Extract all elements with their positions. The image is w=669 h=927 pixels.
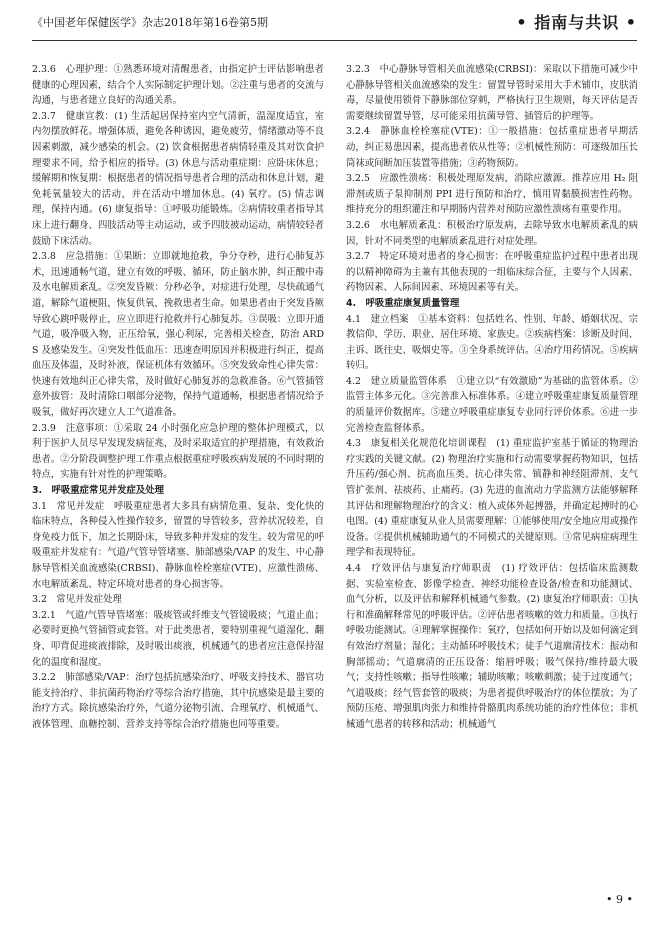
section-label: • 指南与共识 • — [516, 13, 637, 32]
paragraph: 4.3 康复相关化规范化培训课程 (1) 重症监护室基于循证的物理治疗实践的关键文献。(2) 物理治疗实施和行动需要掌握药物知识，包括升压药/强心剂、抗高血压类、抗心律失常、镇静和神经阻滞剂、支气管扩张剂、祛痰药、止痛药。(3) 先进的血流动力学监测方法能够解释其评估和理解物理治疗的含义：植入或体外起搏器，并确定起搏时的心电图。(4) 重症康复从业人员需要理解：①能够使用/安全地应用或操作设备。②提供机械辅助通气的不同模式的关键原则。③常见病症病理生理学和表现特征。 — [346, 438, 638, 559]
right-column — [346, 62, 638, 733]
paragraph: 3.2.5 应激性溃疡：积极处理原发病，消除应激源。推荐应用 H₂ 阻滞剂或质子泵抑制剂 PPI 进行预防和治疗，慎用胃黏膜损害性药物。维持充分的组织灌注和早期肠内营养对预防应激性溃疡有重要作用。 — [346, 173, 638, 216]
header-rule — [32, 40, 637, 41]
paragraph: 3.2.4 静脉血栓栓塞症(VTE)：①一般措施：包括重症患者早期活动，纠正易患因素，提高患者依从性等；②机械性预防：可逐级加压长筒袜或间断加压装置等措施；③药物预防。 — [346, 126, 638, 169]
journal-title: 《中国老年保健医学》杂志2018年第16卷第5期 — [32, 16, 268, 29]
paragraph: 3.2.7 特定环境对患者的身心损害：在呼吸重症监护过程中患者出现的以精神障碍为主兼有其他表现的一组临床综合征，主要与个人因素、药物因素、人际间因素、环境因素等有关。 — [346, 251, 638, 294]
section-heading: 3. 呼吸重症常见并发症及处理 — [32, 485, 164, 497]
paragraph: 4.2 建立质量监管体系 ①建立以“有效激励”为基础的监管体系。②监管主体多元化。③完善准入标准体系。④建立呼吸重症康复质量管理的质量评价数据库。⑤建立呼吸重症康复专业同行评价体系。⑥进一步完善检查监督体系。 — [346, 375, 638, 434]
paragraph: 3.1 常见并发症 呼吸重症患者大多具有病情危重、复杂、变化快的临床特点，各种侵入性操作较多，留置的导管较多，营养状况较差，自身免疫力低下，加之长期卧床，导致多种并发症的发生。较为常见的呼吸重症并发症有：气道/气管导管堵塞、肺部感染/VAP 的发生、中心静脉导管相关血流感染(CRBSI)、静脉血栓栓塞症(VTE)、应激性溃疡、水电解质紊乱、特定环境对患者的身心损害等。 — [32, 500, 324, 590]
subsection-heading: 3.2 常见并发症处理 — [32, 594, 122, 606]
paragraph: 4.4 疗效评估与康复治疗师职责 (1) 疗效评估：包括临床监测数据、实验室检查、影像学检查、神经功能检查设备/检查和功能测试、血气分析，以及评估和解释机械通气参数。(2) 康复治疗师职责：①执行和准确解释常见的呼吸评估。②评估患者咳嗽的效力和质量。③执行呼吸功能测试。④理解掌握操作：氧疗，包括如何开始以及如何滴定到有效治疗剂量；湿化；主动循环呼吸技术；徒手气道廓清技术：振动和胸部摇动；气道廓清的正压设备：缩唇呼吸；吸气保持/维持最大吸气；支持性咳嗽；指导性咳嗽；辅助咳嗽；咳嗽刺激；徒于过度通气；气道吸痰；经气管套管的吸痰；为患者提供呼吸治疗的体位摆放；为了预防压疮、增强肌肉张力和维持骨骼肌肉系统功能的治疗性体位；非机械通气患者的转移和活动；机械通气 — [346, 563, 638, 730]
paragraph: 3.2.6 水电解质紊乱：积极治疗原发病，去除导致水电解质紊乱的病因，针对不同类型的电解质紊乱进行对症处理。 — [346, 219, 638, 247]
section-heading: 4. 呼吸重症康复质量管理 — [346, 297, 460, 309]
left-column — [32, 62, 324, 733]
page-number: • 9 • — [606, 893, 633, 906]
paragraph: 2.3.8 应急措施：①果断：立即就地抢救，争分夺秒，进行心肺复苏术，迅速通畅气道，建立有效的呼吸、循环，防止脑水肿，纠正酸中毒及水电解质紊乱。②突发昏厥：分秒必争，对症进行处理，尽快疏通气道，解除气道梗阻，恢复供氧，挽救患者生命。如果患者由于突发昏厥导致心跳呼吸停止，应立即进行抢救并行心肺复苏。③误吸：立即开通气道，吸净吸入物，正压给氧，强心利尿，完善相关检查，防治 ARDS 及感染发生。④突发性低血压：迅速查明原因并积极进行纠正，提高血压及体温，及时补液，保证机体有效循环。⑤突发致命性心律失常：快速有效地纠正心律失常，及时做好心肺复苏的急救准备。⑥气管插管意外拔管：及时清除口咽部分泌物，保持气道通畅，根据患者情况给予吸氧，做好再次建立人工气道准备。 — [32, 251, 324, 419]
page-header — [32, 10, 637, 36]
paragraph: 4.1 建立档案 ①基本资料：包括姓名、性别、年龄、婚姻状况、宗教信仰、学历、职业、居住环境、家族史。②疾病档案：诊断及时间、主诉、既往史、吸烟史等。③全身系统评估。④治疗用药情况。⑤疾病转归。 — [346, 313, 638, 372]
paragraph: 3.2.1 气道/气管导管堵塞：吸痰管或纤维支气管镜吸痰；气道止血；必要时更换气管插管或套管。对于此类患者，要特别重视气道湿化、翻身、叩背促进痰液排除，及时吸出痰液，机械通气的患者应注意保持湿化的温度和湿度。 — [32, 609, 324, 668]
paragraph: 2.3.6 心理护理：①熟悉环境对清醒患者，由指定护士评估影响患者健康的心理因素，结合个人实际制定护理计划。②注重与患者的交流与沟通，与患者建立良好的沟通关系。 — [32, 64, 324, 107]
paragraph: 3.2.2 肺部感染/VAP：治疗包括抗感染治疗、呼吸支持技术、器官功能支持治疗、非抗菌药物治疗等综合治疗措施，其中抗感染是最主要的治疗方式。除抗感染治疗外，气道分泌物引流、合理氧疗、机械通气、液体管理、血糖控制、营养支持等综合治疗措施也同等重要。 — [32, 672, 324, 730]
paragraph: 2.3.7 健康宣教：(1) 生活起居保持室内空气清新，温湿度适宜，室内勿摆放鲜花。增强体质，避免各种诱因，避免疲劳，情绪激动等不良因素刺激，减少感染的机会。(2) 饮食根据患者病情轻重及其对饮食护理要求不同，给予相应的指导。(3) 休息与活动重症期：应卧床休息；缓解期和恢复期：根据患者的情况指导患者合理的活动和休息计划，避免耗氧量较大的活动，并在活动中增加休息。(4) 氧疗。(5) 情志调理，保持内通。(6) 康复指导：①呼吸功能锻炼。②病情较重者指导其床上进行翻身、四肢活动等主动运动，或予四肢被动运动，病情较轻者鼓励下床活动。 — [32, 110, 324, 247]
paragraph: 2.3.9 注意事项：①采取 24 小时强化应急护理的整体护理模式，以利于医护人员尽早发现发病征兆，及时采取适宜的护理措施，有效救治患者。②分阶段调整护理工作重点根据重症呼吸疾病发展的不同时期的特点，实施有针对性的护理策略。 — [32, 422, 324, 481]
paragraph: 3.2.3 中心静脉导管相关血流感染(CRBSI)：采取以下措施可减少中心静脉导管相关血流感染的发生：留置导管时采用大手术铺巾，皮肤消毒，尽量使用锁骨下静脉部位穿刺，严格执行卫生规则，每天评估是否需要继续留置导管，尽可能采用抗菌导管、插管后的护理等。 — [346, 64, 638, 122]
